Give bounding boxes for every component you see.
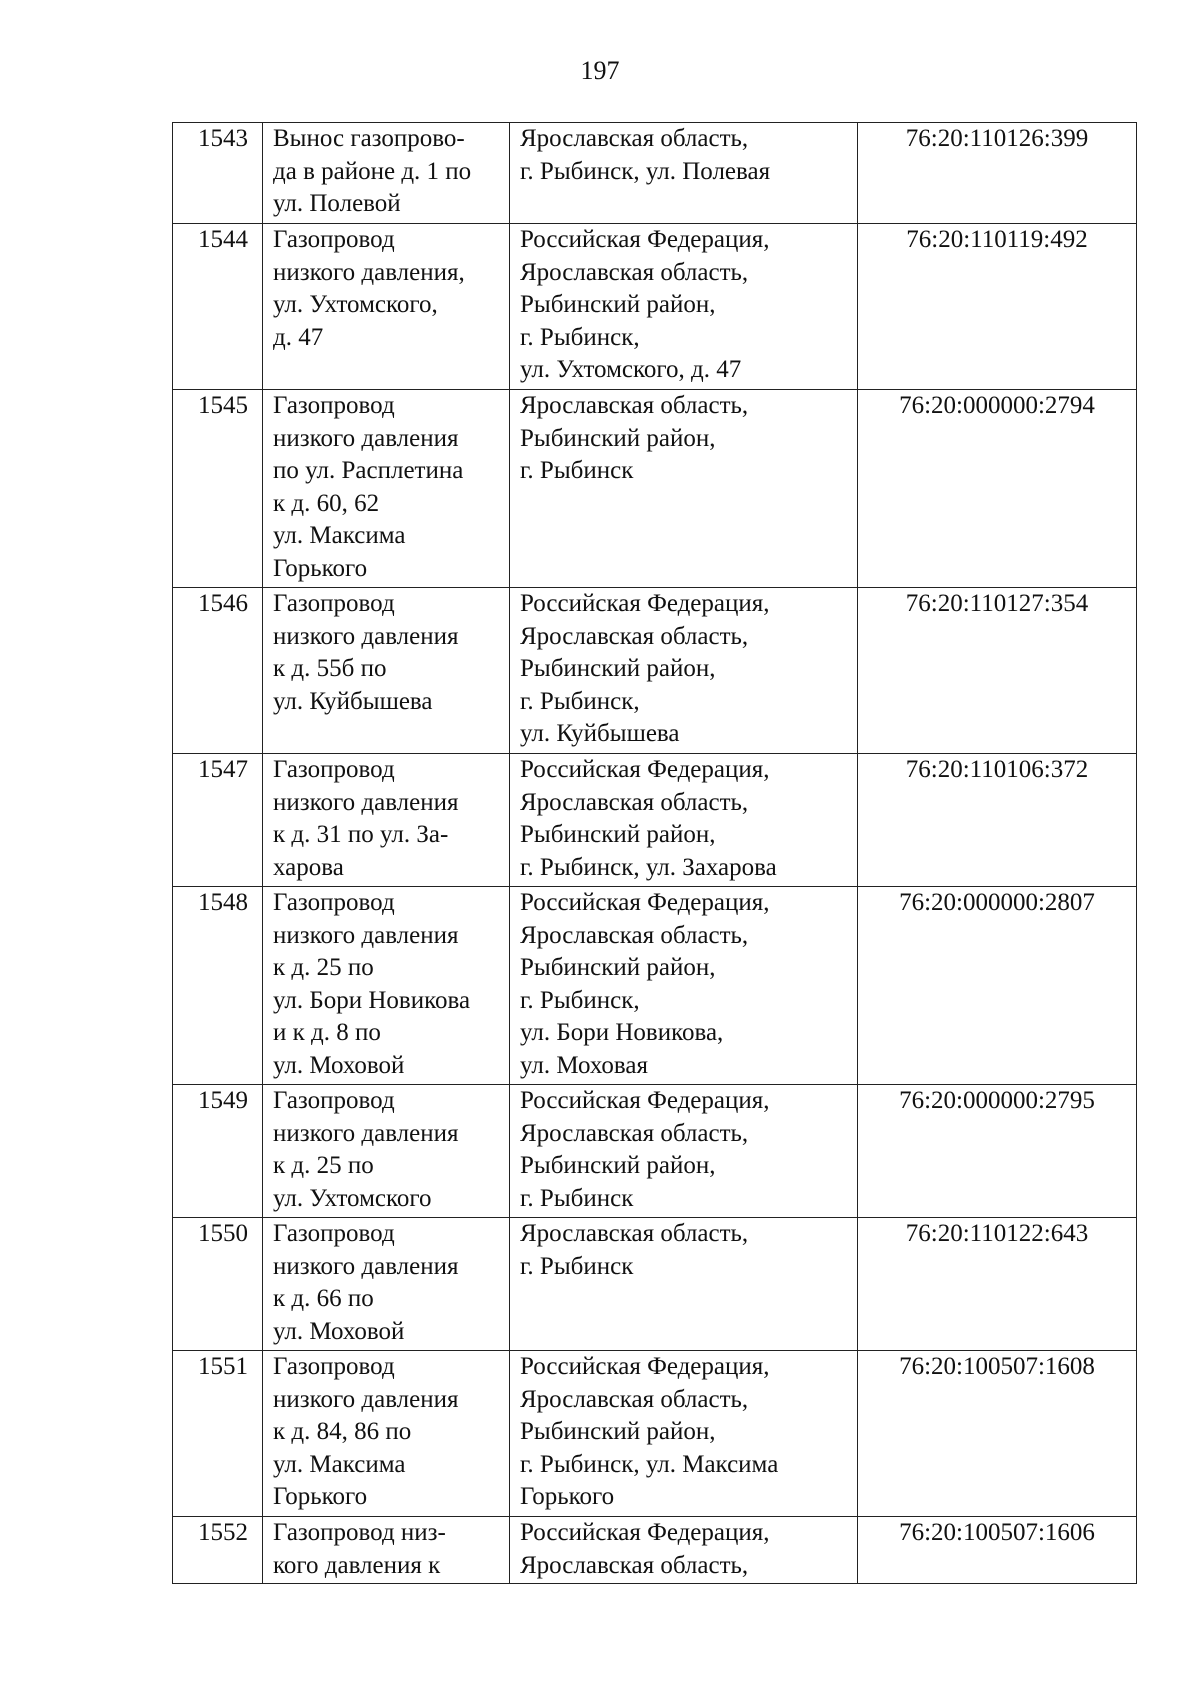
row-number-cell: 1548 — [173, 887, 263, 1085]
object-name-line: ул. Ухтомского, — [273, 291, 438, 318]
location-line: Российская Федерация, — [520, 756, 770, 783]
row-number-cell: 1550 — [173, 1218, 263, 1351]
location-line: Российская Федерация, — [520, 1353, 770, 1380]
object-name-line: Газопровод — [273, 226, 395, 253]
location-line: г. Рыбинск, ул. Полевая — [520, 157, 771, 185]
object-name-line: низкого давления, — [273, 258, 465, 286]
location-line: Ярославская область, — [520, 1220, 749, 1247]
object-name-line: ул. Моховой — [273, 1317, 405, 1345]
object-name-cell — [263, 224, 510, 390]
object-name-cell — [263, 390, 510, 588]
object-name-line: низкого давления — [273, 1119, 459, 1147]
location-cell — [510, 887, 858, 1085]
object-name-line: Газопровод — [273, 1353, 395, 1380]
location-line: Российская Федерация, — [520, 590, 770, 617]
location-line: г. Рыбинск, — [520, 323, 640, 351]
object-name-line: Газопровод — [273, 889, 395, 916]
location-cell — [510, 588, 858, 754]
object-name-line: да в районе д. 1 по — [273, 157, 472, 185]
object-name-cell — [263, 1351, 510, 1517]
table-row — [173, 1218, 1137, 1351]
location-cell — [510, 1517, 858, 1584]
location-line: Рыбинский район, — [520, 291, 716, 318]
object-name-line: ул. Максима — [273, 522, 406, 549]
location-cell — [510, 1085, 858, 1218]
object-name-line: ул. Куйбышева — [273, 687, 433, 715]
table-row — [173, 887, 1137, 1085]
table-row — [173, 390, 1137, 588]
object-name-line: и к д. 8 по — [273, 1019, 381, 1046]
location-line: Рыбинский район, — [520, 1152, 716, 1179]
object-name-line: Газопровод — [273, 756, 395, 783]
object-name-line: к д. 55б по — [273, 655, 387, 682]
object-name-line: ул. Максима — [273, 1450, 406, 1478]
object-name-line: Вынос газопрово- — [273, 125, 465, 152]
object-name-cell — [263, 1218, 510, 1351]
object-name-line: ул. Бори Новикова — [273, 986, 471, 1014]
location-cell — [510, 390, 858, 588]
object-name-cell — [263, 754, 510, 887]
object-name-line: низкого давления — [273, 1252, 459, 1280]
location-line: Ярославская область, — [520, 622, 749, 650]
object-name-line: ул. Ухтомского — [273, 1184, 432, 1212]
object-name-line: Газопровод — [273, 590, 395, 617]
object-name-line: кого давления к — [273, 1551, 441, 1579]
row-number-cell: 1552 — [173, 1517, 263, 1584]
location-line: Горького — [520, 1483, 615, 1510]
row-number-cell: 1549 — [173, 1085, 263, 1218]
object-name-line: низкого давления — [273, 921, 459, 949]
location-line: Российская Федерация, — [520, 226, 770, 253]
location-line: ул. Моховая — [520, 1051, 648, 1079]
location-line: Ярославская область, — [520, 1385, 749, 1413]
location-line: Рыбинский район, — [520, 1418, 716, 1445]
table-row — [173, 1085, 1137, 1218]
location-line: Российская Федерация, — [520, 1519, 770, 1546]
object-name-line: к д. 66 по — [273, 1285, 374, 1312]
location-line: г. Рыбинск, — [520, 986, 640, 1014]
table-row — [173, 754, 1137, 887]
object-name-line: Газопровод — [273, 392, 395, 419]
cadastral-number-cell: 76:20:000000:2794 — [858, 390, 1137, 588]
location-line: Ярославская область, — [520, 125, 749, 152]
location-cell — [510, 123, 858, 224]
object-name-line: харова — [273, 853, 344, 881]
location-cell — [510, 224, 858, 390]
row-number-cell: 1551 — [173, 1351, 263, 1517]
location-line: г. Рыбинск, ул. Максима — [520, 1450, 779, 1478]
location-line: ул. Бори Новикова, — [520, 1019, 724, 1046]
object-name-line: к д. 60, 62 — [273, 489, 380, 517]
location-line: Рыбинский район, — [520, 821, 716, 848]
registry-table — [172, 122, 1137, 1584]
object-name-cell — [263, 123, 510, 224]
location-line: Российская Федерация, — [520, 1087, 770, 1114]
location-cell — [510, 1351, 858, 1517]
location-line: Рыбинский район, — [520, 954, 716, 981]
cadastral-number-cell: 76:20:110122:643 — [858, 1218, 1137, 1351]
page-number: 197 — [580, 56, 620, 85]
cadastral-number-cell: 76:20:110126:399 — [858, 123, 1137, 224]
row-number-cell: 1546 — [173, 588, 263, 754]
object-name-cell — [263, 1517, 510, 1584]
object-name-line: к д. 25 по — [273, 954, 374, 981]
location-line: Ярославская область, — [520, 1551, 749, 1579]
cadastral-number-cell: 76:20:000000:2795 — [858, 1085, 1137, 1218]
location-cell — [510, 754, 858, 887]
object-name-line: низкого давления — [273, 1385, 459, 1413]
object-name-cell — [263, 588, 510, 754]
object-name-cell — [263, 1085, 510, 1218]
location-line: г. Рыбинск, ул. Захарова — [520, 853, 777, 881]
location-line: Российская Федерация, — [520, 889, 770, 916]
object-name-line: к д. 31 по ул. За- — [273, 821, 449, 848]
cadastral-number-cell: 76:20:110127:354 — [858, 588, 1137, 754]
location-line: г. Рыбинск — [520, 457, 634, 484]
row-number-cell: 1544 — [173, 224, 263, 390]
location-line: Ярославская область, — [520, 392, 749, 419]
object-name-line: д. 47 — [273, 323, 324, 351]
object-name-line: к д. 84, 86 по — [273, 1418, 412, 1445]
row-number-cell: 1543 — [173, 123, 263, 224]
location-line: г. Рыбинск — [520, 1184, 634, 1212]
location-line: ул. Ухтомского, д. 47 — [520, 356, 742, 383]
object-name-cell — [263, 887, 510, 1085]
object-name-line: к д. 25 по — [273, 1152, 374, 1179]
table-row — [173, 224, 1137, 390]
table-row — [173, 1517, 1137, 1584]
object-name-line: ул. Моховой — [273, 1051, 405, 1079]
object-name-line: Горького — [273, 1483, 368, 1510]
object-name-line: низкого давления — [273, 788, 459, 816]
object-name-line: по ул. Расплетина — [273, 457, 464, 484]
object-name-line: низкого давления — [273, 622, 459, 650]
table-row — [173, 1351, 1137, 1517]
object-name-line: Горького — [273, 554, 368, 582]
location-line: Рыбинский район, — [520, 655, 716, 682]
row-number-cell: 1547 — [173, 754, 263, 887]
table-row — [173, 123, 1137, 224]
cadastral-number-cell: 76:20:100507:1608 — [858, 1351, 1137, 1517]
object-name-line: низкого давления — [273, 424, 459, 452]
location-line: г. Рыбинск, — [520, 687, 640, 715]
table-row — [173, 588, 1137, 754]
location-line: Рыбинский район, — [520, 424, 716, 452]
cadastral-number-cell: 76:20:110106:372 — [858, 754, 1137, 887]
cadastral-number-cell: 76:20:000000:2807 — [858, 887, 1137, 1085]
object-name-line: ул. Полевой — [273, 190, 401, 217]
object-name-line: Газопровод — [273, 1220, 395, 1247]
location-line: Ярославская область, — [520, 258, 749, 286]
object-name-line: Газопровод низ- — [273, 1519, 446, 1546]
location-line: ул. Куйбышева — [520, 720, 680, 747]
row-number-cell: 1545 — [173, 390, 263, 588]
location-line: Ярославская область, — [520, 788, 749, 816]
location-line: Ярославская область, — [520, 1119, 749, 1147]
cadastral-number-cell: 76:20:110119:492 — [858, 224, 1137, 390]
location-line: Ярославская область, — [520, 921, 749, 949]
location-line: г. Рыбинск — [520, 1252, 634, 1280]
location-cell — [510, 1218, 858, 1351]
cadastral-number-cell: 76:20:100507:1606 — [858, 1517, 1137, 1584]
object-name-line: Газопровод — [273, 1087, 395, 1114]
